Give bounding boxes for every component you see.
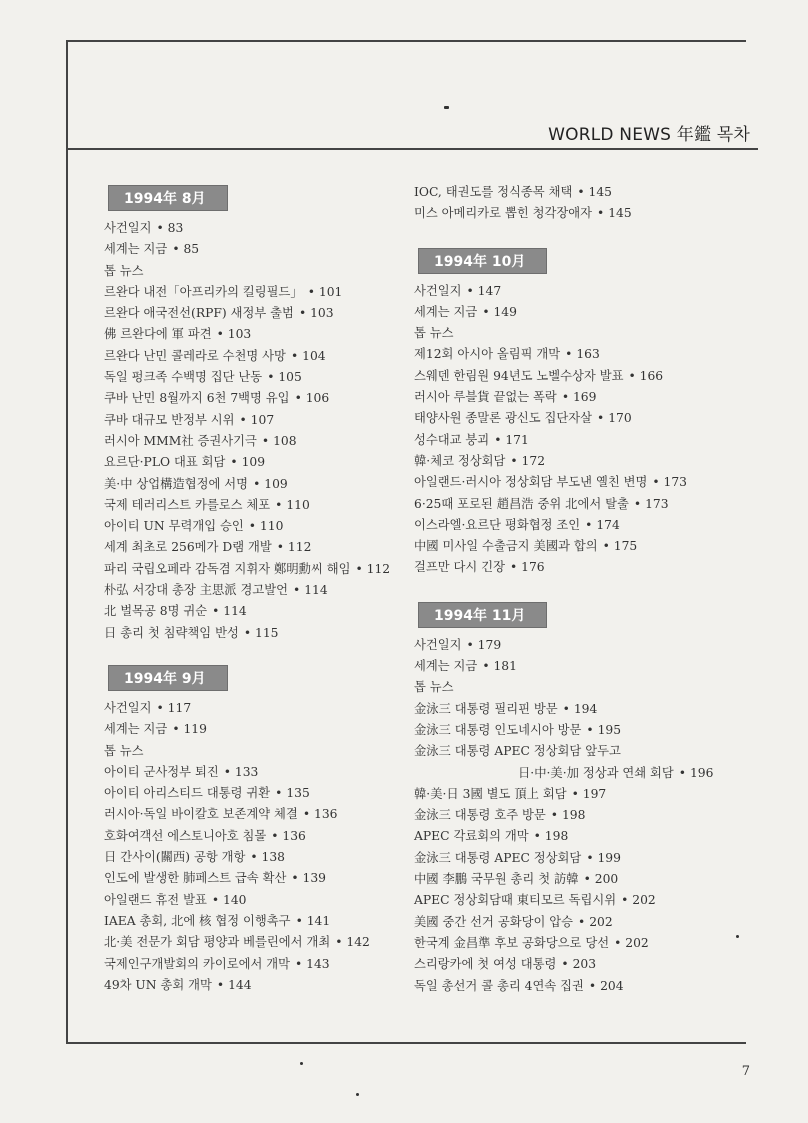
toc-entry [414, 387, 754, 408]
entry-list [104, 218, 404, 644]
toc-entry-page: • 202 [621, 893, 656, 908]
toc-entry [104, 367, 404, 388]
toc-entry-title: 스리랑카에 첫 여성 대통령 [414, 957, 557, 972]
toc-entry [414, 557, 754, 578]
toc-entry-title: 톱 뉴스 [414, 326, 454, 341]
toc-entry [414, 869, 754, 890]
toc-entry-page: • 163 [565, 347, 600, 362]
toc-entry-title: 세계는 지금 [104, 722, 168, 737]
toc-entry-title: 러시아 MMM社 증권사기극 [104, 433, 257, 448]
toc-entry-page: • 170 [597, 411, 632, 426]
entry-list [414, 281, 754, 579]
toc-entry-page: • 202 [614, 935, 649, 950]
toc-entry-page: • 110 [248, 519, 284, 534]
toc-entry [104, 762, 404, 783]
toc-entry-page: • 135 [275, 786, 310, 801]
toc-entry-title: APEC 정상회담때 東티모르 독립시위 [414, 893, 617, 908]
toc-entry [414, 344, 754, 365]
toc-entry-page: • 136 [302, 807, 338, 822]
toc-entry [414, 954, 754, 975]
toc-entry-title: APEC 각료회의 개막 [414, 829, 529, 844]
toc-entry-title: 아이티 UN 무력개입 승인 [104, 519, 244, 534]
toc-entry-page: • 171 [494, 432, 529, 447]
toc-entry-title: 르완다 애국전선(RPF) 새정부 출범 [104, 306, 294, 321]
toc-entry [104, 261, 404, 282]
entry-list [414, 635, 754, 997]
toc-section [414, 245, 754, 579]
toc-entry-page: • 166 [628, 368, 664, 383]
toc-entry-title: 佛 르완다에 軍 파견 [104, 327, 212, 342]
toc-entry [104, 452, 404, 473]
toc-entry [104, 282, 404, 303]
toc-entry-page: • 179 [466, 637, 502, 652]
toc-entry [414, 848, 754, 869]
toc-entry-title: 세계는 지금 [414, 304, 478, 319]
toc-entry-page: • 110 [275, 497, 310, 512]
toc-entry [104, 516, 404, 537]
toc-entry-title: 아일랜드 휴전 발표 [104, 892, 207, 907]
toc-entry [104, 580, 404, 601]
toc-entry [104, 783, 404, 804]
toc-entry [104, 303, 404, 324]
toc-entry-title: 金泳三 대통령 필리핀 방문 [414, 701, 558, 716]
toc-entry-title: 요르단·PLO 대표 회담 [104, 455, 226, 470]
toc-entry-page: • 140 [211, 892, 247, 907]
toc-entry [104, 431, 404, 452]
toc-entry-title: 사건일지 [414, 283, 462, 298]
toc-entry [414, 912, 754, 933]
toc-entry [414, 472, 754, 493]
toc-entry-title: 세계는 지금 [414, 659, 478, 674]
toc-entry [104, 954, 404, 975]
toc-column-right [414, 182, 754, 1015]
toc-entry [414, 494, 754, 515]
toc-entry-title: 韓·美·日 3國 별도 頂上 회담 [414, 786, 567, 801]
toc-section [104, 182, 404, 644]
toc-entry-page: • 138 [250, 850, 286, 865]
toc-entry [414, 430, 754, 451]
toc-entry-title: 아이티 아리스티드 대통령 귀환 [104, 786, 271, 801]
toc-entry-page: • 106 [294, 391, 330, 406]
toc-entry [414, 741, 754, 762]
toc-entry [104, 868, 404, 889]
toc-entry-title: 태양사원 종말론 광신도 집단자살 [414, 411, 593, 426]
toc-entry-title: 미스 아메리카로 뽑힌 청각장애자 [414, 206, 593, 221]
toc-entry-title: 金泳三 대통령 호주 방문 [414, 808, 546, 823]
toc-entry-page: • 103 [216, 327, 252, 342]
toc-entry-page: • 196 [678, 765, 714, 780]
toc-entry-title: 이스라엘·요르단 평화협정 조인 [414, 517, 581, 532]
toc-entry [414, 515, 754, 536]
toc-entry-title: 韓·체코 정상회담 [414, 453, 506, 468]
toc-entry-page: • 194 [562, 701, 598, 716]
toc-entry [104, 890, 404, 911]
toc-entry-page: • 202 [578, 914, 613, 929]
toc-entry-title: IAEA 총회, 北에 核 협정 이행촉구 [104, 913, 291, 928]
toc-entry-page: • 144 [216, 977, 252, 992]
toc-entry-title: 아이티 군사정부 퇴진 [104, 764, 219, 779]
toc-entry-page: • 173 [652, 475, 688, 490]
print-speck [444, 106, 449, 109]
toc-entry-page: • 181 [482, 659, 517, 674]
toc-entry [414, 933, 754, 954]
toc-section [104, 662, 404, 996]
toc-entry [104, 804, 404, 825]
toc-entry [104, 559, 404, 580]
toc-entry [414, 677, 754, 698]
toc-entry-title: 제12회 아시아 올림픽 개막 [414, 347, 561, 362]
toc-entry [104, 847, 404, 868]
toc-entry [104, 601, 404, 622]
toc-entry-page: • 142 [335, 935, 370, 950]
toc-entry-page: • 198 [550, 808, 586, 823]
toc-entry-title: 러시아·독일 바이칼호 보존계약 체결 [104, 807, 298, 822]
toc-entry-title: 톱 뉴스 [104, 743, 144, 758]
section-heading: 1994年 11月 [418, 602, 547, 628]
toc-entry-title: 톱 뉴스 [414, 680, 454, 695]
toc-entry-page: • 109 [253, 476, 288, 491]
toc-entry-title: 사건일지 [104, 700, 152, 715]
toc-entry-page: • 204 [588, 978, 624, 993]
toc-entry-page: • 173 [633, 496, 669, 511]
toc-entry-page: • 203 [561, 957, 597, 972]
toc-entry-title: 日 총리 첫 침략책임 반성 [104, 625, 239, 640]
toc-entry-title: 한국계 金昌準 후보 공화당으로 당선 [414, 935, 610, 950]
toc-entry-title: 국제 테러리스트 카를로스 체포 [104, 497, 271, 512]
toc-entry [104, 324, 404, 345]
toc-entry-title: 파리 국립오페라 감독겸 지휘자 鄭明勳씨 해임 [104, 561, 351, 576]
toc-entry [104, 623, 404, 644]
toc-entry [414, 763, 754, 784]
toc-entry-page: • 119 [172, 722, 207, 737]
toc-column-left [104, 182, 404, 1014]
toc-entry-page: • 115 [243, 625, 279, 640]
toc-entry [414, 784, 754, 805]
toc-entry-title: 러시아 루블貨 끝없는 폭락 [414, 390, 557, 405]
toc-entry-page: • 133 [223, 764, 259, 779]
toc-entry-title: 49차 UN 총회 개막 [104, 977, 212, 992]
toc-entry-title: 세계는 지금 [104, 242, 168, 257]
toc-entry-page: • 143 [295, 956, 330, 971]
toc-entry-page: • 200 [583, 872, 619, 887]
toc-entry [414, 826, 754, 847]
toc-entry-page: • 117 [156, 700, 192, 715]
toc-entry-page: • 85 [172, 242, 200, 257]
toc-entry [414, 635, 754, 656]
toc-entry-title: 국제인구개발회의 카이로에서 개막 [104, 956, 290, 971]
toc-entry-title: 르완다 난민 콜레라로 수천명 사망 [104, 348, 286, 363]
toc-entry-title: 金泳三 대통령 APEC 정상회담 [414, 850, 582, 865]
toc-entry-page: • 199 [586, 850, 621, 865]
toc-entry [414, 408, 754, 429]
toc-section [414, 599, 754, 997]
toc-entry-page: • 149 [482, 304, 517, 319]
toc-entry [104, 410, 404, 431]
page-title: WORLD NEWS 年鑑 목차 [548, 125, 750, 145]
toc-entry [414, 890, 754, 911]
toc-entry-title: 日 간사이(關西) 공항 개항 [104, 850, 246, 865]
toc-entry [414, 656, 754, 677]
toc-entry [104, 346, 404, 367]
header-rule [66, 148, 758, 150]
toc-entry-title: 호화여객선 에스토니아호 침몰 [104, 828, 267, 843]
print-speck [356, 1093, 359, 1096]
toc-entry [414, 976, 754, 997]
toc-entry [414, 323, 754, 344]
toc-entry-page: • 141 [295, 913, 331, 928]
toc-entry-title: 스웨덴 한림원 94년도 노벨수상자 발표 [414, 368, 624, 383]
page-number: 7 [741, 1064, 750, 1079]
toc-entry-page: • 114 [293, 583, 328, 598]
toc-entry [104, 239, 404, 260]
toc-entry [414, 182, 754, 203]
toc-entry-page: • 104 [290, 348, 326, 363]
toc-entry-title: 中國 李鵬 국무원 총리 첫 訪韓 [414, 872, 579, 887]
toc-entry-page: • 198 [533, 829, 569, 844]
toc-entry-page: • 112 [276, 540, 312, 555]
toc-entry [104, 826, 404, 847]
toc-entry-page: • 175 [602, 539, 638, 554]
toc-entry [104, 975, 404, 996]
toc-entry-title: 세계 최초로 256메가 D램 개발 [104, 540, 272, 555]
toc-entry-page: • 197 [571, 786, 607, 801]
toc-entry-title: 6·25때 포로된 趙昌浩 중위 北에서 탈출 [414, 496, 629, 511]
toc-entry [104, 911, 404, 932]
toc-entry-page: • 169 [561, 390, 597, 405]
toc-entry [414, 805, 754, 826]
section-heading: 1994年 9月 [108, 665, 228, 691]
toc-entry-page: • 174 [585, 517, 620, 532]
toc-entry-title: 金泳三 대통령 APEC 정상회담 앞두고 [414, 744, 621, 759]
toc-entry-title: 성수대교 붕괴 [414, 432, 490, 447]
toc-entry-title: 美·中 상업構造협정에 서명 [104, 476, 249, 491]
toc-entry-title: 쿠바 난민 8월까지 6천 7백명 유입 [104, 391, 290, 406]
section-heading: 1994年 8月 [108, 185, 228, 211]
toc-entry [414, 720, 754, 741]
toc-entry-page: • 83 [156, 221, 184, 235]
print-speck [736, 935, 739, 938]
toc-entry-page: • 109 [230, 455, 266, 470]
toc-entry-title: IOC, 태권도를 정식종목 채택 [414, 185, 573, 199]
toc-entry-page: • 112 [355, 561, 391, 576]
toc-entry-page: • 105 [267, 370, 302, 385]
toc-entry-title: 北·美 전문가 회담 평양과 베를린에서 개최 [104, 935, 331, 950]
toc-entry [104, 218, 404, 239]
toc-entry-page: • 139 [291, 871, 326, 886]
toc-entry [104, 719, 404, 740]
toc-entry-page: • 114 [212, 604, 247, 619]
toc-entry-title: 독일 펑크족 수백명 집단 난동 [104, 370, 263, 385]
toc-entry [414, 302, 754, 323]
toc-entry-page: • 195 [586, 722, 622, 737]
toc-entry [104, 741, 404, 762]
toc-entry-title: 美國 중간 선거 공화당이 압승 [414, 914, 574, 929]
toc-entry-page: • 172 [510, 453, 546, 468]
toc-entry [104, 474, 404, 495]
toc-entry-page: • 101 [307, 284, 343, 299]
toc-section [414, 182, 754, 225]
toc-entry-page: • 108 [261, 433, 297, 448]
toc-entry-title: 걸프만 다시 긴장 [414, 560, 505, 575]
toc-entry-page: • 176 [509, 560, 545, 575]
toc-entry [414, 451, 754, 472]
toc-entry-title: 톱 뉴스 [104, 263, 144, 278]
toc-entry-page: • 136 [271, 828, 306, 843]
entry-list [104, 698, 404, 996]
toc-entry [414, 699, 754, 720]
toc-entry [414, 281, 754, 302]
toc-entry-title: 中國 미사일 수출금지 美國과 합의 [414, 539, 598, 554]
toc-entry-title: 아일랜드·러시아 정상회담 부도낸 옐친 변명 [414, 475, 648, 490]
toc-entry [414, 366, 754, 387]
toc-entry [414, 203, 754, 224]
toc-entry-title: 인도에 발생한 肺페스트 급속 확산 [104, 871, 287, 886]
toc-entry-page: • 107 [239, 412, 275, 427]
toc-entry-page: • 145 [577, 185, 612, 199]
toc-entry-title: 르완다 내전「아프리카의 킬링필드」 [104, 284, 303, 299]
entry-list [414, 182, 754, 225]
toc-entry-title: 朴弘 서강대 총장 主思派 경고발언 [104, 583, 289, 598]
toc-entry [104, 537, 404, 558]
toc-entry-title: 金泳三 대통령 인도네시아 방문 [414, 722, 582, 737]
toc-entry-title: 사건일지 [414, 637, 462, 652]
toc-entry [104, 932, 404, 953]
toc-entry [104, 388, 404, 409]
toc-entry-page: • 103 [298, 306, 334, 321]
section-heading: 1994年 10月 [418, 248, 547, 274]
toc-entry [104, 698, 404, 719]
toc-entry-title: 北 벌목공 8명 귀순 [104, 604, 208, 619]
toc-entry-title: 사건일지 [104, 221, 152, 235]
print-speck [300, 1062, 303, 1065]
toc-entry [414, 536, 754, 557]
toc-entry-title: 日·中·美·加 정상과 연쇄 회담 [518, 765, 674, 780]
toc-entry [104, 495, 404, 516]
toc-entry-page: • 145 [597, 206, 632, 221]
toc-entry-title: 쿠바 대규모 반정부 시위 [104, 412, 235, 427]
toc-entry-title: 독일 총선거 콜 총리 4연속 집권 [414, 978, 584, 993]
toc-entry-page: • 147 [466, 283, 502, 298]
